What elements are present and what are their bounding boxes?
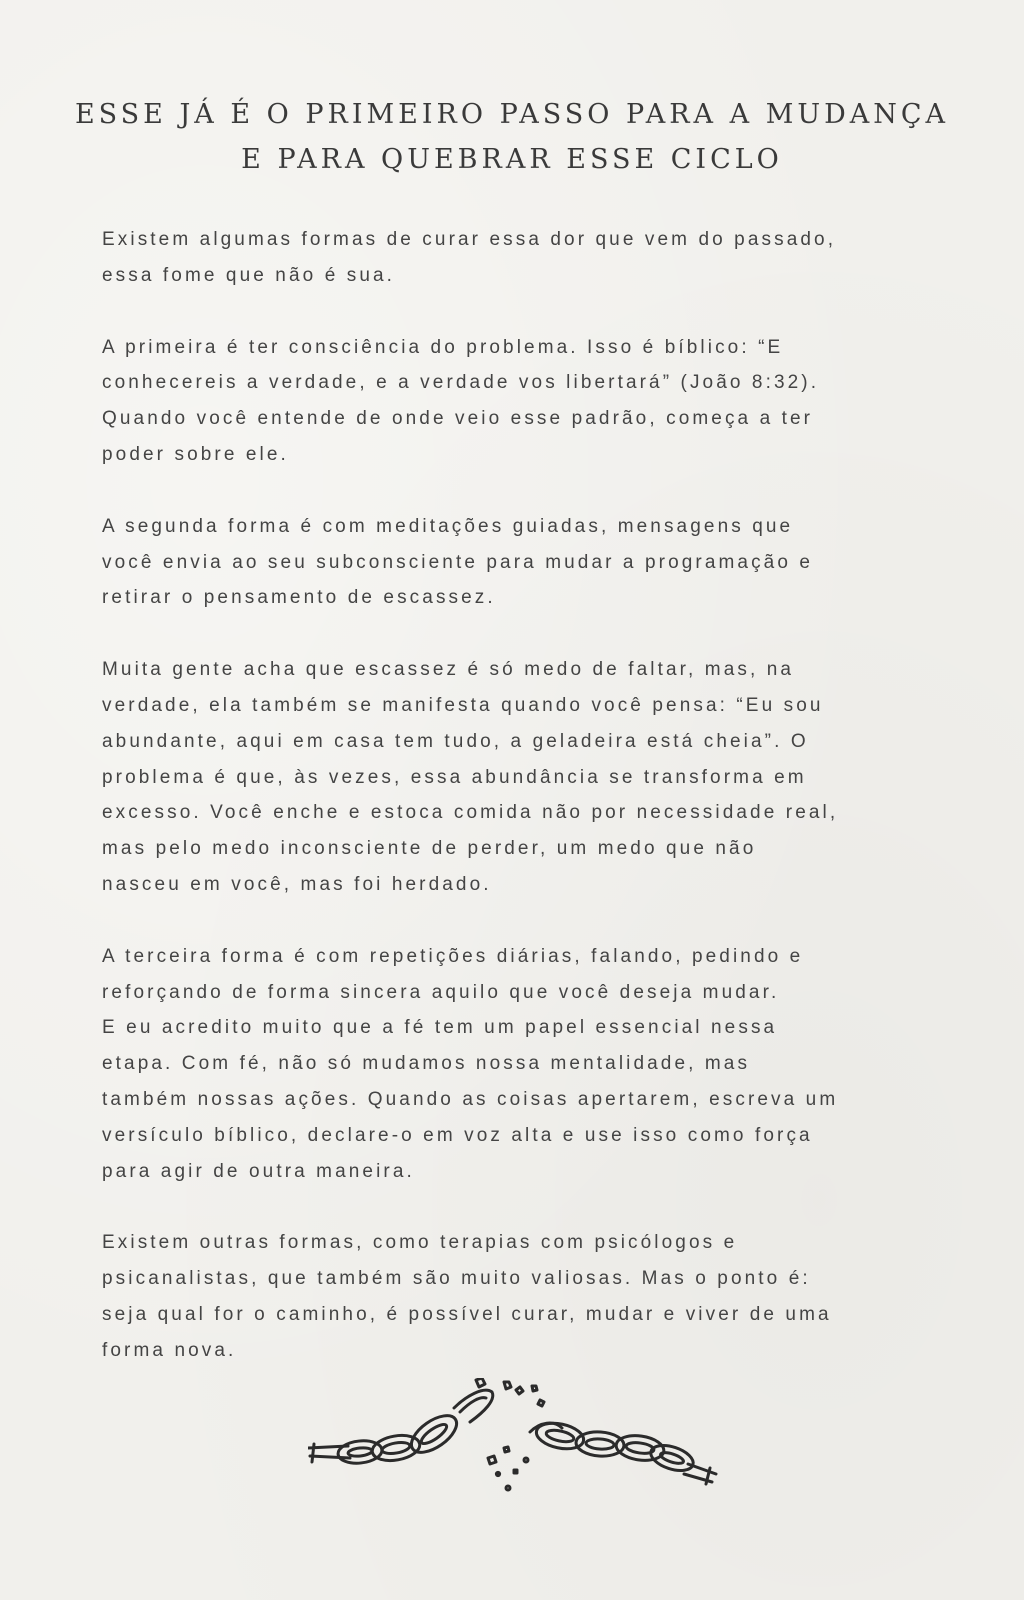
text-line: Existem outras formas, como terapias com psicólogos e	[102, 1232, 738, 1254]
text-line: Muita gente acha que escassez é só medo de faltar, mas, na	[102, 659, 795, 681]
paragraph-other-ways	[102, 1225, 922, 1368]
text-line: para agir de outra maneira.	[102, 1160, 415, 1182]
page-title-line-2: E PARA QUEBRAR ESSE CICLO	[241, 144, 783, 175]
text-line: também nossas ações. Quando as coisas apertarem, escreva um	[102, 1088, 839, 1110]
text-line: poder sobre ele.	[102, 443, 289, 465]
text-line: E eu acredito muito que a fé tem um papel essencial nessa	[102, 1017, 778, 1039]
paragraph-first-way	[102, 330, 922, 473]
text-line: etapa. Com fé, não só mudamos nossa mentalidade, mas	[102, 1053, 751, 1075]
text-line: verdade, ela também se manifesta quando você pensa: “Eu sou	[102, 694, 824, 716]
text-line: conhecereis a verdade, e a verdade vos libertará” (João 8:32).	[102, 372, 820, 394]
text-line: você envia ao seu subconsciente para mudar a programação e	[102, 551, 814, 573]
text-line: forma nova.	[102, 1339, 237, 1361]
text-line: psicanalistas, que também são muito valiosas. Mas o ponto é:	[102, 1268, 811, 1290]
paragraph-second-way	[102, 509, 922, 616]
paragraph-scarcity	[102, 652, 922, 903]
text-line: versículo bíblico, declare-o em voz alta e use isso como força	[102, 1124, 813, 1146]
text-line: A terceira forma é com repetições diárias, falando, pedindo e	[102, 945, 804, 967]
page-title	[60, 92, 964, 182]
paragraph-intro	[102, 222, 922, 294]
text-line: nasceu em você, mas foi herdado.	[102, 873, 492, 895]
text-line: seja qual for o caminho, é possível curar, mudar e viver de uma	[102, 1303, 832, 1325]
text-line: mas pelo medo inconsciente de perder, um medo que não	[102, 838, 757, 860]
broken-chain-icon	[308, 1378, 718, 1508]
text-line: Existem algumas formas de curar essa dor que vem do passado,	[102, 229, 837, 250]
text-line: Quando você entende de onde veio esse padrão, começa a ter	[102, 408, 814, 430]
text-line: essa fome que não é sua.	[102, 264, 396, 286]
body-text	[102, 222, 922, 1405]
paragraph-third-way	[102, 939, 922, 1190]
text-line: reforçando de forma sincera aquilo que você deseja mudar.	[102, 981, 780, 1003]
text-line: A primeira é ter consciência do problema. Isso é bíblico: “E	[102, 336, 784, 358]
text-line: retirar o pensamento de escassez.	[102, 587, 496, 609]
page-title-line-1: ESSE JÁ É O PRIMEIRO PASSO PARA A MUDANÇA	[74, 99, 950, 130]
text-line: excesso. Você enche e estoca comida não por necessidade real,	[102, 802, 839, 824]
text-line: A segunda forma é com meditações guiadas, mensagens que	[102, 515, 794, 537]
text-line: abundante, aqui em casa tem tudo, a geladeira está cheia”. O	[102, 730, 809, 752]
text-line: problema é que, às vezes, essa abundância se transforma em	[102, 766, 807, 788]
